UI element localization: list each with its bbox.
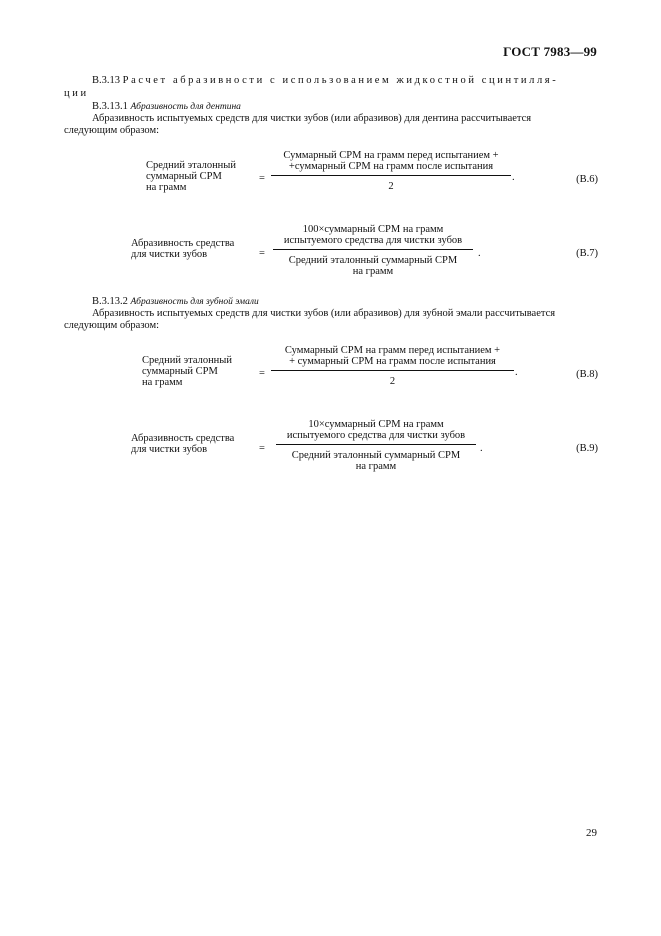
formula-trail: .	[478, 248, 481, 259]
fraction	[273, 224, 473, 277]
formula-trail: .	[512, 172, 515, 183]
numerator-line: испытуемого средства для чистки зубов	[283, 235, 463, 246]
numerator-line: + суммарный СРМ на грамм после испытания	[289, 356, 496, 367]
numerator-line: 100×суммарный СРМ на грамм	[302, 224, 444, 235]
denominator-line: на грамм	[355, 461, 397, 472]
section-number: В.3.13	[92, 75, 121, 86]
paragraph-enamel-line2: следующим образом:	[64, 320, 160, 331]
denominator-line: Средний эталонный суммарный СРМ	[288, 255, 458, 266]
subsection-heading-b3132	[92, 296, 259, 308]
formula-trail: .	[515, 367, 518, 378]
denominator: 2	[389, 376, 396, 387]
fraction-bar	[276, 444, 476, 445]
equation-number: (В.9)	[576, 443, 598, 454]
page-number: 29	[586, 827, 597, 839]
numerator-line: Суммарный СРМ на грамм перед испытанием +	[284, 345, 501, 356]
lhs-line: суммарный СРМ	[142, 366, 218, 377]
lhs-line: суммарный СРМ	[146, 171, 222, 182]
formula-lhs	[146, 160, 236, 193]
numerator-line: Суммарный СРМ на грамм перед испытанием +	[283, 150, 499, 161]
subsection-title: Абразивность для зубной эмали	[130, 297, 259, 307]
paragraph-dentin-line1: Абразивность испытуемых средств для чистки зубов (или абразивов) для дентина рассчитывается	[92, 113, 532, 124]
equals-sign: =	[259, 368, 265, 379]
lhs-line: для чистки зубов	[131, 249, 208, 260]
lhs-line: Абразивность средства	[131, 238, 235, 249]
subsection-title: Абразивность для дентина	[130, 102, 241, 112]
fraction	[271, 150, 511, 192]
equation-number: (В.6)	[576, 174, 598, 185]
denominator-line: на грамм	[352, 266, 394, 277]
section-title-continuation: ции	[64, 88, 89, 99]
section-heading-b313	[92, 75, 558, 86]
numerator-line: +суммарный СРМ на грамм после испытания	[288, 161, 494, 172]
paragraph-dentin-line2: следующим образом:	[64, 125, 160, 136]
numerator-line: испытуемого средства для чистки зубов	[286, 430, 466, 441]
fraction-bar	[273, 249, 473, 250]
denominator-line: Средний эталонный суммарный СРМ	[291, 450, 461, 461]
fraction-bar	[271, 370, 514, 371]
formula-lhs	[131, 238, 234, 260]
equation-number: (В.8)	[576, 369, 598, 380]
formula-trail: .	[480, 443, 483, 454]
numerator-line: 10×суммарный СРМ на грамм	[308, 419, 444, 430]
fraction	[271, 345, 514, 387]
paragraph-enamel-line1: Абразивность испытуемых средств для чистки зубов (или абразивов) для зубной эмали рассчитывается	[92, 308, 556, 319]
lhs-line: Средний эталонный	[142, 355, 232, 366]
equals-sign: =	[259, 173, 265, 184]
lhs-line: Средний эталонный	[146, 160, 236, 171]
equals-sign: =	[259, 248, 265, 259]
section-title: Расчет абразивности с использованием жидкостной сцинтилля-	[122, 75, 559, 86]
subsection-number: В.3.13.2	[92, 296, 128, 307]
formula-lhs	[142, 355, 232, 388]
lhs-line: Абразивность средства	[131, 433, 235, 444]
equation-number: (В.7)	[576, 248, 598, 259]
subsection-number: В.3.13.1	[92, 101, 128, 112]
fraction	[276, 419, 476, 472]
fraction-bar	[271, 175, 511, 176]
subsection-heading-b3131	[92, 101, 241, 113]
lhs-line: для чистки зубов	[131, 444, 208, 455]
equals-sign: =	[259, 443, 265, 454]
lhs-line: на грамм	[142, 377, 183, 388]
document-code: ГОСТ 7983—99	[503, 44, 597, 59]
formula-lhs	[131, 433, 234, 455]
denominator: 2	[388, 181, 394, 192]
lhs-line: на грамм	[146, 182, 187, 193]
